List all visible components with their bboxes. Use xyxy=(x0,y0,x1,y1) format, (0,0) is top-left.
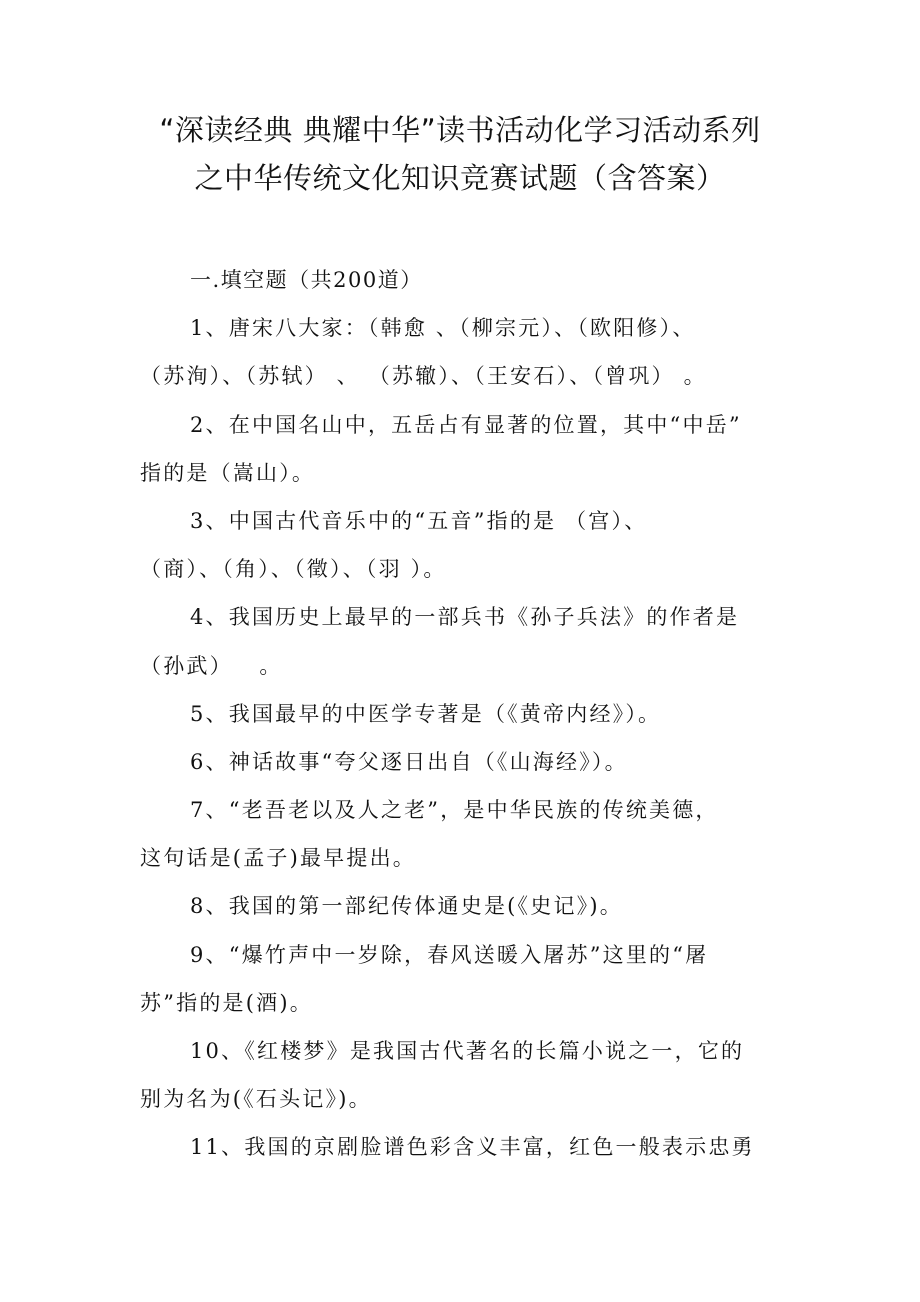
section-heading: 一.填空题（共200道） xyxy=(190,268,423,292)
title-line-1: “深读经典 典耀中华”读书活动化学习活动系列 xyxy=(159,113,761,147)
question-2-line-2: 指的是（嵩山）。 xyxy=(140,460,316,485)
title-line-2: 之中华传统文化知识竞赛试题（含答案） xyxy=(194,161,726,196)
question-5-line-1: 5、我国最早的中医学专著是（《黄帝内经》）。 xyxy=(190,701,662,726)
question-list xyxy=(140,256,785,1172)
document-title xyxy=(110,106,810,202)
question-9-line-2: 苏”指的是(酒)。 xyxy=(140,990,313,1015)
question-1-line-1: 1、唐宋八大家：（韩愈 、（柳宗元）、（欧阳修）、 xyxy=(190,316,696,341)
question-1-line-2: （苏洵）、（苏轼） 、 （苏辙）、（王安石）、（曾巩） 。 xyxy=(140,364,707,389)
question-4-line-1: 4、我国历史上最早的一部兵书《孙子兵法》的作者是 xyxy=(190,605,740,630)
question-7-line-2: 这句话是(孟子)最早提出。 xyxy=(140,846,416,871)
question-2-line-1: 2、在中国名山中，五岳占有显著的位置，其中“中岳” xyxy=(190,412,742,437)
question-11-line-1: 11、我国的京剧脸谱色彩含义丰富，红色一般表示忠勇 xyxy=(190,1135,755,1160)
question-3-line-2: （商）、（角）、（徵）、（羽 ）。 xyxy=(140,557,447,582)
question-7-line-1: 7、“老吾老以及人之老”，是中华民族的传统美德， xyxy=(190,798,719,823)
question-8-line-1: 8、我国的第一部纪传体通史是(《史记》)。 xyxy=(190,894,623,919)
question-6-line-1: 6、神话故事“夸父逐日出自（《山海经》）。 xyxy=(190,749,628,774)
question-10-line-2: 别为名为(《石头记》)。 xyxy=(140,1087,372,1112)
question-3-line-1: 3、中国古代音乐中的“五音”指的是 （宫）、 xyxy=(190,508,648,533)
question-10-line-1: 10、《红楼梦》是我国古代著名的长篇小说之一，它的 xyxy=(190,1039,745,1063)
question-4-line-2: （孙武） 。 xyxy=(140,653,283,678)
question-9-line-1: 9、“爆竹声中一岁除，春风送暖入屠苏”这里的“屠 xyxy=(190,942,709,967)
